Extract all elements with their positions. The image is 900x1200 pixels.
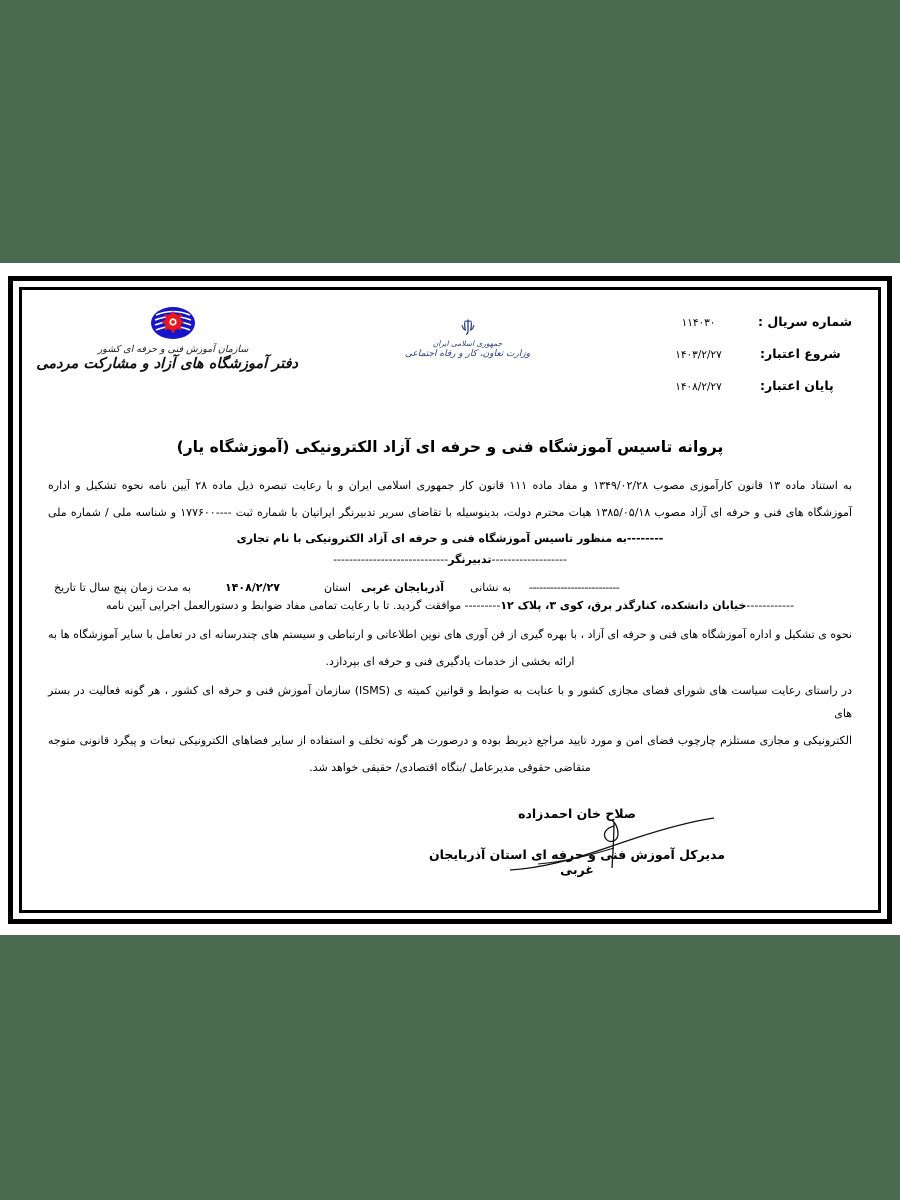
validity-end-label: پایان اعتبار: <box>760 378 834 393</box>
trade-name-line <box>48 550 852 571</box>
address-label: به نشانی <box>470 581 511 595</box>
certificate-frame <box>8 276 892 924</box>
certificate-metadata <box>637 304 852 410</box>
serial-number-label: شماره سریال : <box>758 314 852 329</box>
scope-line-1: نحوه ی تشکیل و اداره آموزشگاه های فنی و حرفه ای آزاد ، با بهره گیری از فن آوری های نوین اطلاعاتی و ارتباطی و سیستم های چندرسانه ای در تعامل با سایر آموزشگاه ها به <box>48 627 852 641</box>
duration-province-row <box>48 581 852 594</box>
trade-name-value: تدبیرنگر <box>448 553 492 567</box>
certificate-frame-inner <box>19 287 881 913</box>
serial-number-value: ۱۱۴۰۳۰ <box>681 317 716 329</box>
address-value: خیابان دانشکده، کنارگذر برق، کوی ۳، پلاک ۱۲ <box>500 599 747 613</box>
address-dash-right: -------------------------- <box>528 581 620 595</box>
address-dash-left: ------------ <box>746 599 795 613</box>
validity-start-label: شروع اعتبار: <box>760 346 841 361</box>
serial-number-row <box>637 314 852 329</box>
purpose-line: --------به منظور تاسیس آموزشگاه فنی و حرفه ای آزاد الکترونیکی با نام تجاری <box>236 532 664 546</box>
trade-name-dash-left: ----------------------------- <box>333 553 449 567</box>
duration-date-value: ۱۴۰۸/۲/۲۷ <box>224 581 280 595</box>
approval-text: --------- موافقت گردید. تا با رعایت تمامی مفاد ضوابط و دستورالعمل اجرایی آیین نامه <box>105 599 501 613</box>
organization-name: سازمان آموزش فنی و حرفه ای کشور <box>97 344 249 355</box>
certificate-content <box>22 290 878 910</box>
ministry-branding <box>368 304 568 359</box>
validity-start-row <box>637 346 852 361</box>
province-label: استان <box>323 581 352 595</box>
country-name: جمهوری اسلامی ایران <box>432 339 503 348</box>
iran-national-emblem <box>460 318 476 336</box>
trade-name-dash-right: ------------------- <box>491 553 567 567</box>
page-bottom-background <box>0 935 900 1200</box>
scope-line-2: ارائه بخشی از خدمات یادگیری فنی و حرفه ای بپردازد. <box>325 655 575 669</box>
address-line <box>48 596 852 617</box>
signatory-name: صلاح خان احمدزاده <box>518 805 636 821</box>
province-value: آذربایجان غربی <box>361 581 445 595</box>
organization-department: دفتر آموزشگاه های آزاد و مشارکت مردمی <box>36 356 298 372</box>
signature-block <box>48 806 852 894</box>
ministry-name: وزارت تعاون، کار و رفاه اجتماعی <box>404 349 531 359</box>
isms-policy-line-1: در راستای رعایت سیاست های شورای فضای مجازی کشور و با عنایت به ضوابط و قوانین کمیته ی (ISMS) سازمان آموزش فنی و حرفه ای کشور ، هر گونه فعالیت در بستر های <box>48 684 852 721</box>
page-top-background <box>0 0 900 263</box>
validity-end-value: ۱۴۰۸/۲/۲۷ <box>675 381 722 393</box>
legal-basis-line-2: آموزشگاه های فنی و حرفه ای آزاد مصوب ۱۳۸۵/۰۵/۱۸ هیات محترم دولت، بدینوسیله با تقاضای سریر تدبیرنگر ایرانیان با شماره ثبت ----۱۷۷۶۰۰ و شناسه ملی / شماره ملی <box>48 506 852 520</box>
legal-basis-line-1: به استناد ماده ۱۳ قانون کارآموزی مصوب ۱۳۴۹/۰۲/۲۸ و مفاد ماده ۱۱۱ قانون کار جمهوری اسلامی ایران و با رعایت تبصره ذیل ماده ۲۸ آیین نامه نحوه تشکیل و اداره <box>48 479 853 492</box>
signatory-title: مدیرکل آموزش فنی و حرفه ای استان آذربایجان غربی <box>428 846 725 877</box>
isms-policy-line-3: متقاضی حقوقی مدیرعامل /بنگاه اقتصادی/ حقیقی خواهد شد. <box>309 761 591 775</box>
signature-text <box>412 806 742 877</box>
validity-start-value: ۱۴۰۳/۲/۲۷ <box>675 349 722 361</box>
validity-end-row <box>637 378 852 393</box>
organization-branding <box>36 304 298 372</box>
technical-vocational-organization-logo <box>150 306 196 342</box>
isms-policy-line-2: الکترونیکی و مجازی مستلزم چارچوب فضای امن و مورد تایید مراجع ذیربط بوده و درصورت هر گونه تخلف و استفاده از سایر فضاهای الکترونیکی تبعات و پیگرد قانونی متوجه <box>48 734 852 748</box>
certificate-header <box>36 304 852 416</box>
certificate-title: پروانه تاسیس آموزشگاه فنی و حرفه ای آزاد الکترونیکی (آموزشگاه یار) <box>176 438 724 456</box>
duration-label: به مدت زمان پنج سال تا تاریخ <box>54 581 191 595</box>
